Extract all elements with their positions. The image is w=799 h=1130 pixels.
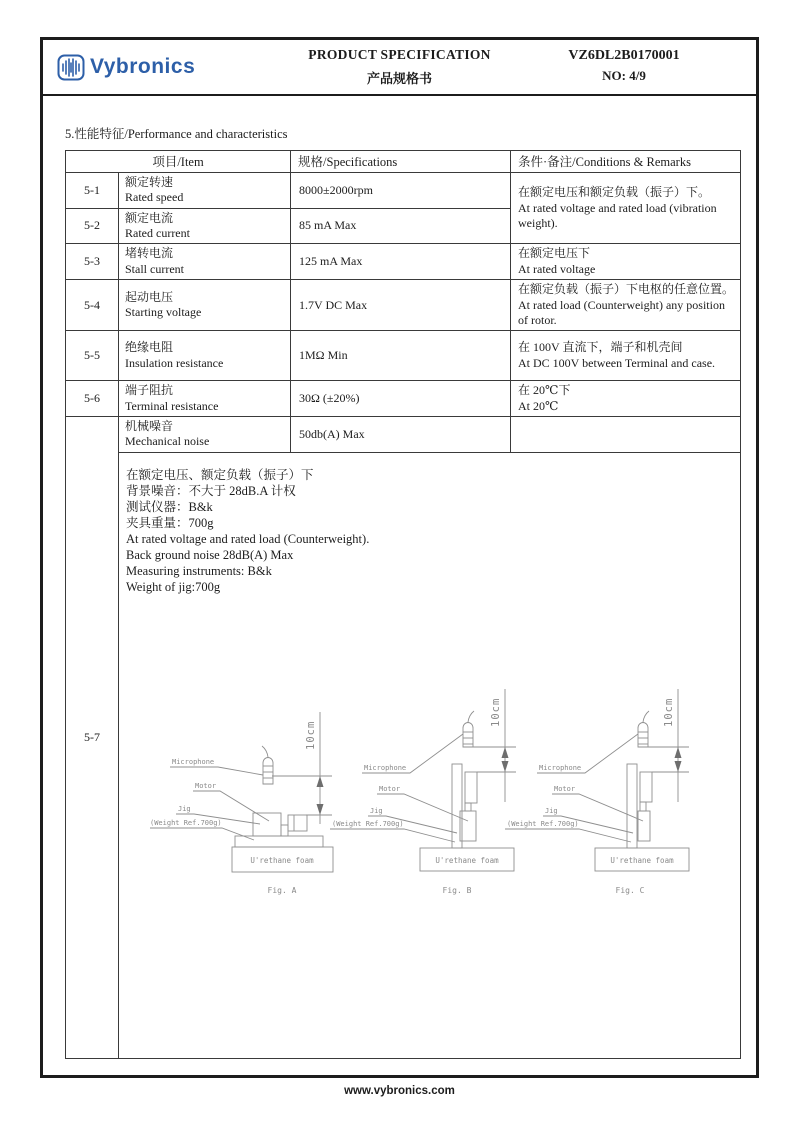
item-spec: 50db(A) Max [291,416,511,452]
note-line: 背景噪音：不大于 28dB.A 计权 [126,483,296,498]
figure-b-diagram [330,654,530,904]
conditions-en: At rated voltage and rated load (vibration weight). [518,200,717,230]
title-chinese: 产品规格书 [366,71,433,86]
item-no: 5-2 [66,208,119,244]
item-name-cn: 端子阻抗 [125,383,174,398]
note-line: Measuring instruments: B&k [126,563,272,578]
conditions-cn: 在额定负载（振子）下电枢的任意位置。 [518,282,735,297]
jig-label: Jig [370,806,383,815]
item-spec: 30Ω (±20%) [291,381,511,417]
item-name [119,244,291,280]
table-row [66,416,741,452]
note-line: 在额定电压、额定负载（振子）下 [126,467,314,482]
weight-ref-label: (Weight Ref.700g) [507,819,579,828]
conditions-en: At DC 100V between Terminal and case. [518,355,716,370]
item-name [119,331,291,381]
item-name-en: Insulation resistance [125,355,224,370]
footer-url: www.vybronics.com [344,1085,455,1097]
item-name-en: Rated current [125,226,190,241]
conditions-cn: 在额定电压和额定负载（振子）下。 [518,185,711,200]
item-spec: 85 mA Max [291,208,511,244]
note-line: 测试仪器：B&k [126,499,213,514]
microphone-cable [262,746,268,757]
motor-label: Motor [554,784,576,793]
item-spec: 125 mA Max [291,244,511,280]
table-row [66,173,741,209]
note-line: 夹具重量：700g [126,515,214,530]
item-name [119,381,291,417]
motor-label: Motor [195,781,217,790]
microphone-cable [643,711,649,722]
jig-plate [452,764,462,848]
item-conditions [511,244,741,280]
item-name [119,173,291,209]
weight-ref-label: (Weight Ref.700g) [332,819,404,828]
jig-block [253,813,281,836]
document-header [43,40,756,96]
item-name-en: Starting voltage [125,305,202,320]
item-spec: 1MΩ Min [291,331,511,381]
item-name-en: Mechanical noise [125,434,210,449]
document-frame [40,37,759,1078]
foam-label: U'rethane foam [250,855,314,865]
spec-number: VZ6DL2B0170001 [568,48,680,63]
figure-a-diagram [150,654,350,904]
motor-shape [288,815,307,831]
item-name-cn: 额定电流 [125,210,174,225]
item-spec: 1.7V DC Max [291,280,511,331]
item-conditions [511,331,741,381]
document-title [308,47,490,87]
conditions-en: At 20℃ [518,398,559,413]
table-header-row [66,151,741,173]
microphone-label: Microphone [364,763,407,772]
item-name-en: Rated speed [125,190,184,205]
logo-text: Vybronics [90,55,196,78]
dimension-label: 10cm [490,697,502,727]
jig-label: Jig [178,804,191,813]
foam-label: U'rethane foam [610,855,674,865]
item-name-cn: 额定转速 [125,175,174,189]
motor-shape [640,772,652,802]
item-name [119,416,291,452]
conditions-cn: 在 20℃下 [518,383,571,398]
item-name [119,208,291,244]
figure-c-caption: Fig. C [615,885,645,895]
microphone-shape [263,757,273,784]
conditions-cn: 在额定电压下 [518,246,591,261]
item-no: 5-1 [66,173,119,209]
item-no: 5-7 [66,416,119,1058]
performance-table [65,150,741,1059]
conditions-en: At rated voltage [518,261,596,276]
table-row [66,381,741,417]
item-conditions [511,416,741,452]
page-number: NO: 4/9 [602,68,646,83]
figure-c-diagram [505,654,705,904]
item-no: 5-6 [66,381,119,417]
microphone-shape [638,722,648,747]
microphone-label: Microphone [539,763,582,772]
header-item: 项目/Item [66,151,291,173]
header-conditions: 条件·备注/Conditions & Remarks [511,151,741,173]
dimension-label: 10cm [663,697,675,727]
foam-label: U'rethane foam [435,855,499,865]
item-name-cn: 绝缘电阻 [125,340,174,355]
item-no: 5-3 [66,244,119,280]
conditions-en: At rated load (Counterweight) any position of rotor. [518,297,725,327]
document-number-block [514,48,734,84]
item-name-cn: 起动电压 [125,289,174,304]
jig-block [638,811,650,841]
item-name-en: Stall current [125,261,184,276]
noise-test-notes [126,467,369,595]
item-no: 5-5 [66,331,119,381]
microphone-label: Microphone [172,757,215,766]
motor-label: Motor [379,784,401,793]
weight-ref-label: (Weight Ref.700g) [150,818,222,827]
item-spec: 8000±2000rpm [291,173,511,209]
conditions-cn: 在 100V 直流下，端子和机壳间 [518,340,683,355]
note-line: At rated voltage and rated load (Counterweight). [126,531,370,546]
item-conditions [511,280,741,331]
measurement-detail-row [66,452,741,1058]
table-row [66,244,741,280]
figure-a-caption: Fig. A [267,885,297,895]
figure-b-caption: Fig. B [442,885,472,895]
header-spec: 规格/Specifications [291,151,511,173]
title-english: PRODUCT SPECIFICATION [308,47,491,62]
table-row [66,280,741,331]
item-no: 5-4 [66,280,119,331]
item-conditions [511,173,741,244]
microphone-cable [468,711,474,722]
vybronics-logo [57,54,195,81]
item-name-cn: 机械噪音 [125,418,174,433]
note-line: Back ground noise 28dB(A) Max [126,547,294,562]
microphone-shape [463,722,473,747]
table-row [66,331,741,381]
measurement-detail-cell [119,452,741,1058]
item-conditions [511,381,741,417]
item-name-en: Terminal resistance [125,398,219,413]
item-name-cn: 堵转电流 [125,246,174,261]
waveform-logo-icon [57,54,85,81]
section-title: 5.性能特征/Performance and characteristics [65,127,288,141]
jig-label: Jig [545,806,558,815]
item-name [119,280,291,331]
jig-plate [627,764,637,848]
note-line: Weight of jig:700g [126,579,221,594]
dimension-label: 10cm [305,720,317,750]
motor-shape [465,772,477,803]
